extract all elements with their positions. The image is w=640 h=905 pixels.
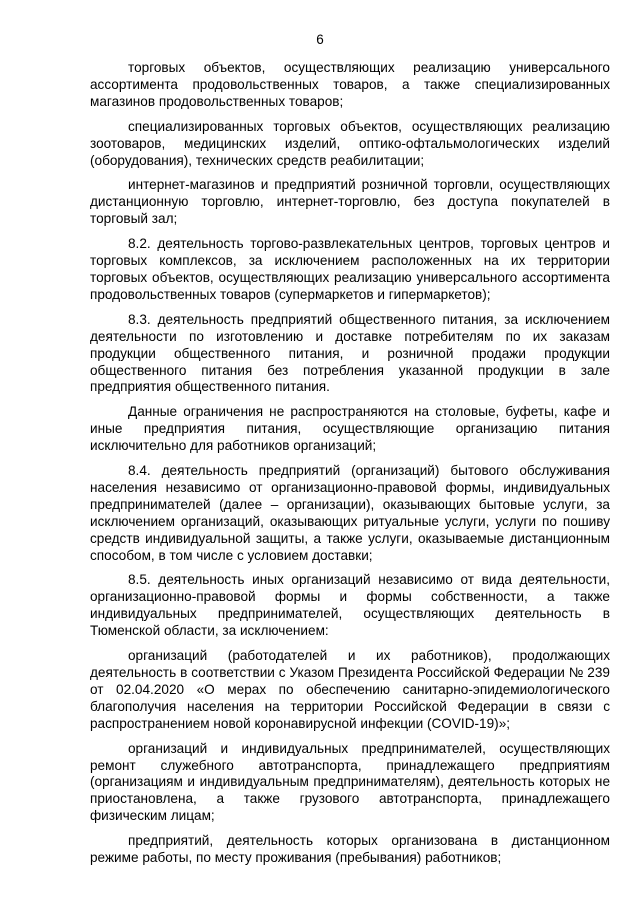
paragraph: 8.3. деятельность предприятий общественного питания, за исключением деятельности по изготовлению и доставке потребителям по их заказам продукции общественного питания, и розничной продажи продукции общественного питания без потребления указанной продукции в зале предприятия общественного питания. bbox=[90, 311, 610, 395]
paragraph: предприятий, деятельность которых организована в дистанционном режиме работы, по месту проживания (пребывания) работников; bbox=[90, 833, 610, 866]
paragraph: 8.4. деятельность предприятий (организаций) бытового обслуживания населения независимо от организационно-правовой формы, индивидуальных предпринимателей (далее – организации), оказывающих бытовые услуги, за исключением организаций, оказывающих ритуальные услуги, услуги по пошиву средств индивидуальной защиты, а также услуги, оказываемые дистанционным способом, в том числе с условием доставки; bbox=[90, 463, 610, 563]
paragraph: 8.2. деятельность торгово-развлекательных центров, торговых центров и торговых комплексов, за исключением расположенных на их территории торговых объектов, осуществляющих реализацию универсального ассортимента продовольственных товаров (супермаркетов и гипермаркетов); bbox=[90, 236, 610, 302]
paragraph: организаций (работодателей и их работников), продолжающих деятельность в соответствии с Указом Президента Российской Федерации № 239 от 02.04.2020 «О мерах по обеспечению санитарно-эпидемиологического благополучия населения на территории Российской Федерации в связи с распространением новой коронавирусной инфекции (COVID-19)»; bbox=[90, 648, 610, 731]
document-body bbox=[90, 60, 610, 875]
paragraph: 8.5. деятельность иных организаций независимо от вида деятельности, организационно-правовой формы и формы собственности, а также индивидуальных предпринимателей, осуществляющих деятельность в Тюменской области, за исключением: bbox=[90, 572, 610, 639]
paragraph: торговых объектов, осуществляющих реализацию универсального ассортимента продовольственных товаров, а также специализированных магазинов продовольственных товаров; bbox=[90, 60, 610, 109]
paragraph: специализированных торговых объектов, осуществляющих реализацию зоотоваров, медицинских изделий, оптико-офтальмологических изделий (оборудования), технических средств реабилитации; bbox=[90, 118, 610, 168]
paragraph: интернет-магазинов и предприятий розничной торговли, осуществляющих дистанционную торговлю, интернет-торговлю, без доступа покупателей в торговый зал; bbox=[90, 177, 610, 227]
paragraph: организаций и индивидуальных предпринимателей, осуществляющих ремонт служебного автотранспорта, принадлежащего предприятиям (организациям и индивидуальным предпринимателям), деятельность которых не приостановлена, а также грузового автотранспорта, принадлежащего физическим лицам; bbox=[90, 740, 610, 824]
page-number: 6 bbox=[316, 32, 324, 47]
paragraph: Данные ограничения не распространяются на столовые, буфеты, кафе и иные предприятия питания, осуществляющие организацию питания исключительно для работников организаций; bbox=[90, 404, 610, 454]
